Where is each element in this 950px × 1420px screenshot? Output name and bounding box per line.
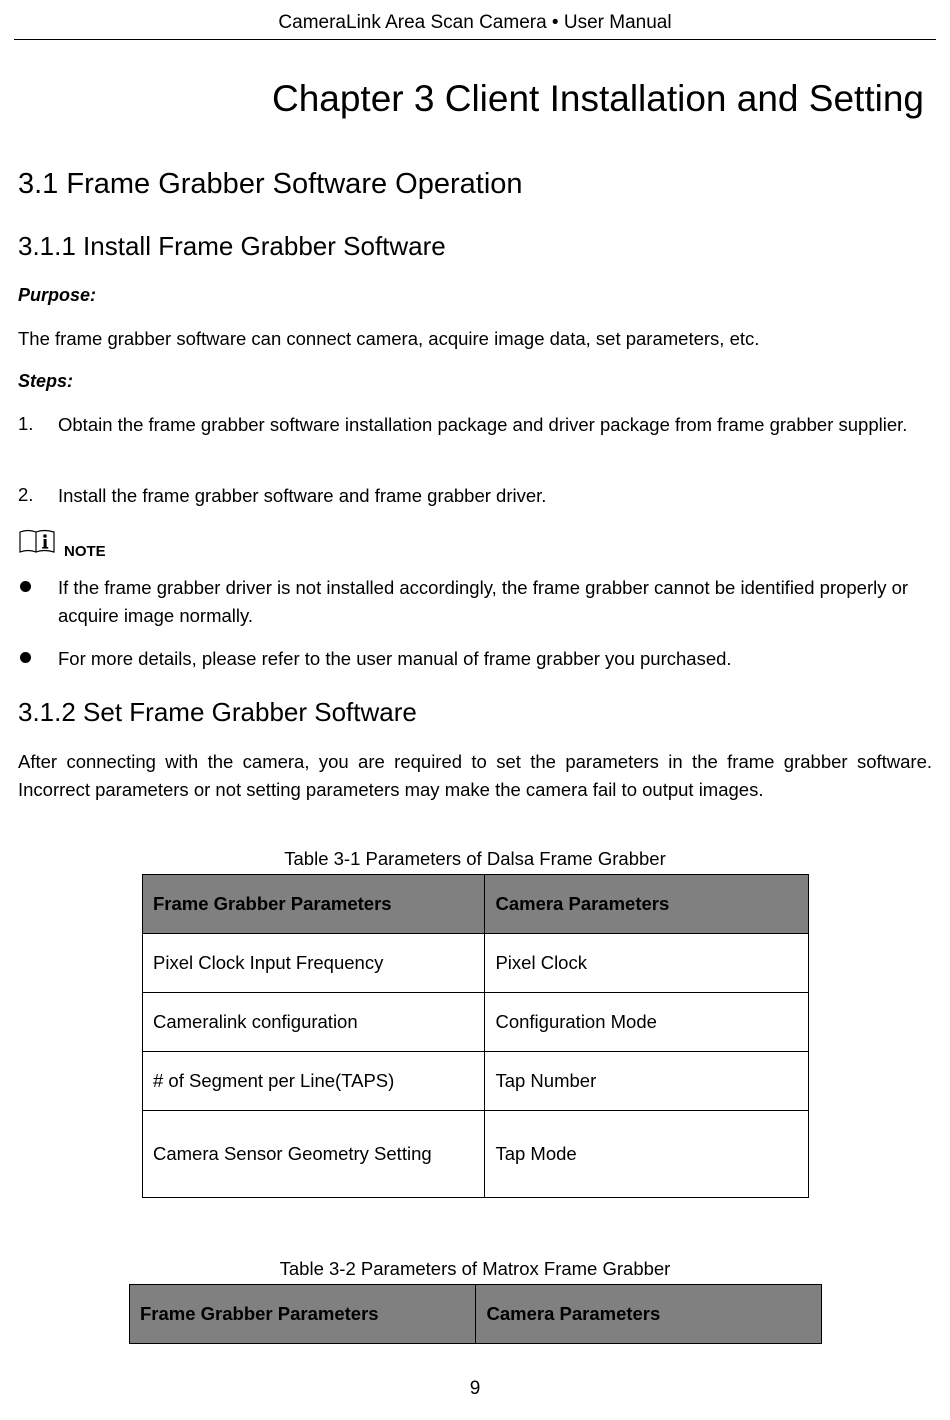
step-text: Obtain the frame grabber software installation package and driver package from frame grabber supplier. <box>58 414 908 435</box>
dalsa-parameters-table <box>142 874 809 1198</box>
page-header-title: CameraLink Area Scan Camera • User Manual <box>278 12 672 33</box>
table-cell: Tap Number <box>485 1052 809 1111</box>
note-header <box>18 528 106 560</box>
table-header-row <box>143 875 809 934</box>
header-divider <box>14 39 936 40</box>
section-3-1-heading: 3.1 Frame Grabber Software Operation <box>18 168 523 200</box>
chapter-title: Chapter 3 Client Installation and Setting <box>271 78 924 119</box>
table-1-caption: Table 3-1 Parameters of Dalsa Frame Grabber <box>284 848 666 869</box>
purpose-text: The frame grabber software can connect camera, acquire image data, set parameters, etc. <box>18 328 760 349</box>
bullet-dot <box>20 652 31 663</box>
note-item: For more details, please refer to the user manual of frame grabber you purchased. <box>58 648 732 669</box>
table-row <box>143 1052 809 1111</box>
table-cell: Pixel Clock Input Frequency <box>143 934 485 993</box>
steps-label: Steps: <box>18 371 74 391</box>
table-cell: Configuration Mode <box>485 993 809 1052</box>
table-cell: Cameralink configuration <box>143 993 485 1052</box>
table-header-row <box>130 1285 822 1344</box>
section-3-1-2-paragraph: After connecting with the camera, you are required to set the parameters in the frame grabber software. Incorrect parameters or not setting parameters may make the camera fail to output images. <box>18 751 932 800</box>
step-text: Install the frame grabber software and frame grabber driver. <box>58 485 547 506</box>
table-header-cell: Camera Parameters <box>476 1285 822 1344</box>
step-number: 2. <box>18 484 34 505</box>
table-row <box>143 993 809 1052</box>
note-item: If the frame grabber driver is not installed accordingly, the frame grabber cannot be identified properly or acquire image normally. <box>58 577 909 626</box>
book-info-icon <box>18 528 58 560</box>
table-cell: Tap Mode <box>485 1111 809 1198</box>
table-2-caption: Table 3-2 Parameters of Matrox Frame Grabber <box>279 1258 671 1279</box>
matrox-parameters-table <box>129 1284 822 1344</box>
page-number: 9 <box>469 1378 481 1399</box>
section-3-1-1-heading: 3.1.1 Install Frame Grabber Software <box>18 231 446 261</box>
table-cell: Pixel Clock <box>485 934 809 993</box>
note-label: NOTE <box>64 543 106 560</box>
table-cell: # of Segment per Line(TAPS) <box>143 1052 485 1111</box>
step-number: 1. <box>18 413 34 434</box>
table-row <box>143 1111 809 1198</box>
table-header-cell: Frame Grabber Parameters <box>130 1285 476 1344</box>
table-header-cell: Frame Grabber Parameters <box>143 875 485 934</box>
section-3-1-2-heading: 3.1.2 Set Frame Grabber Software <box>18 697 417 727</box>
table-cell: Camera Sensor Geometry Setting <box>143 1111 485 1198</box>
table-header-cell: Camera Parameters <box>485 875 809 934</box>
bullet-dot <box>20 581 31 592</box>
purpose-label: Purpose: <box>18 285 97 305</box>
table-row <box>143 934 809 993</box>
